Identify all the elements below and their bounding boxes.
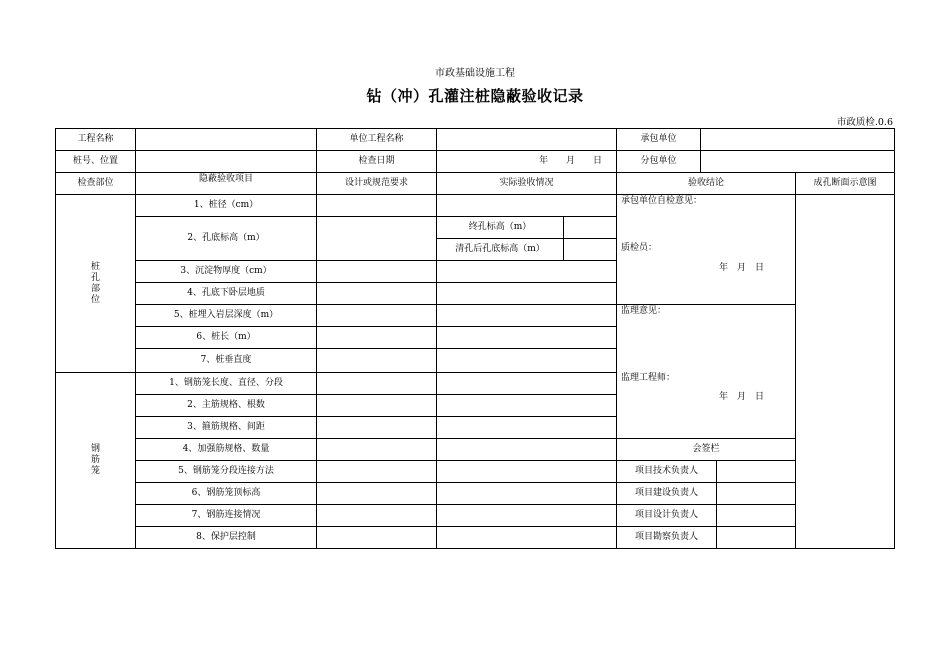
cage-item-6-design[interactable] <box>316 482 437 505</box>
self-check-label: 承包单位自检意见： <box>621 196 703 206</box>
cage-item-2-design[interactable] <box>316 394 437 417</box>
supertitle: 市政基础设施工程 <box>435 68 515 79</box>
group-cage <box>55 372 136 549</box>
cage-item-2-actual[interactable] <box>436 394 617 417</box>
supervision-date: 年 月 日 <box>719 392 765 402</box>
cage-item-7: 7、钢筋连接情况 <box>135 504 317 527</box>
countersign-role-1: 项目技术负责人 <box>616 460 717 483</box>
hole-item-4-design[interactable] <box>316 282 437 305</box>
document-title: 钻（冲）孔灌注桩隐蔽验收记录 <box>366 87 584 105</box>
hole-item-6-actual[interactable] <box>436 326 617 349</box>
hole-item-4-actual[interactable] <box>436 282 617 305</box>
hole-item-2-design[interactable] <box>316 216 437 261</box>
cage-item-8: 8、保护层控制 <box>135 526 317 549</box>
group-hole <box>55 194 136 373</box>
hole-cleaned-elevation-label: 清孔后孔底标高（m） <box>436 238 564 261</box>
cage-item-1-actual[interactable] <box>436 372 617 395</box>
cage-item-4: 4、加强筋规格、数量 <box>135 438 317 461</box>
cage-item-3-design[interactable] <box>316 416 437 439</box>
contractor-label: 承包单位 <box>616 128 701 151</box>
cage-item-8-design[interactable] <box>316 526 437 549</box>
cage-item-4-design[interactable] <box>316 438 437 461</box>
check-date-value[interactable] <box>436 150 617 173</box>
col-header-sketch: 成孔断面示意图 <box>795 172 895 195</box>
countersign-title: 会签栏 <box>616 438 796 461</box>
hole-item-7-actual[interactable] <box>436 348 617 373</box>
check-date-label: 检查日期 <box>316 150 437 173</box>
cage-item-4-actual[interactable] <box>436 438 617 461</box>
subcontractor-label: 分包单位 <box>616 150 701 173</box>
hole-item-3: 3、沉淀物厚度（cm） <box>135 260 317 283</box>
self-check-date: 年 月 日 <box>719 263 765 273</box>
countersign-sign-4[interactable] <box>716 526 796 549</box>
cage-item-2: 2、主筋规格、根数 <box>135 394 317 417</box>
hole-cleaned-elevation-value[interactable] <box>563 238 617 261</box>
col-header-actual: 实际验收情况 <box>436 172 617 195</box>
cage-item-6-actual[interactable] <box>436 482 617 505</box>
countersign-role-4: 项目勘察负责人 <box>616 526 717 549</box>
hole-final-elevation-value[interactable] <box>563 216 617 239</box>
hole-item-3-design[interactable] <box>316 260 437 283</box>
countersign-sign-2[interactable] <box>716 482 796 505</box>
cage-item-5: 5、钢筋笼分段连接方法 <box>135 460 317 483</box>
subcontractor-value[interactable] <box>700 150 895 173</box>
engineer-label: 监理工程师： <box>621 373 676 383</box>
col-header-design: 设计或规范要求 <box>316 172 437 195</box>
group-cage-label: 钢筋笼 <box>90 444 100 476</box>
group-hole-label: 桩孔部位 <box>90 261 100 305</box>
supervision-box[interactable] <box>616 304 796 439</box>
hole-item-7: 7、桩垂直度 <box>135 348 317 373</box>
contractor-value[interactable] <box>700 128 895 151</box>
cage-item-6: 6、钢筋笼顶标高 <box>135 482 317 505</box>
hole-item-1: 1、桩径（cm） <box>135 194 317 217</box>
hole-item-2: 2、孔底标高（m） <box>135 216 317 261</box>
hole-final-elevation-label: 终孔标高（m） <box>436 216 564 239</box>
countersign-sign-1[interactable] <box>716 460 796 483</box>
project-name-label: 工程名称 <box>55 128 136 151</box>
cage-item-1: 1、钢筋笼长度、直径、分段 <box>135 372 317 395</box>
check-date-text: 年 月 日 <box>538 156 602 167</box>
cage-item-8-actual[interactable] <box>436 526 617 549</box>
hole-item-7-design[interactable] <box>316 348 437 373</box>
cage-item-7-design[interactable] <box>316 504 437 527</box>
unit-project-label: 单位工程名称 <box>316 128 437 151</box>
col-header-item: 隐蔽验收项目 <box>135 172 317 195</box>
hole-item-3-actual[interactable] <box>436 260 617 283</box>
cage-item-3-actual[interactable] <box>436 416 617 439</box>
hole-item-6: 6、桩长（m） <box>135 326 317 349</box>
supervision-label: 监理意见： <box>621 306 667 316</box>
hole-item-5-design[interactable] <box>316 304 437 327</box>
project-name-value[interactable] <box>135 128 317 151</box>
col-header-conclusion: 验收结论 <box>616 172 796 195</box>
cage-item-5-design[interactable] <box>316 460 437 483</box>
hole-item-5-actual[interactable] <box>436 304 617 327</box>
self-check-box[interactable] <box>616 194 796 305</box>
form-code: 市政质检.0.6 <box>836 117 893 128</box>
cage-item-1-design[interactable] <box>316 372 437 395</box>
unit-project-value[interactable] <box>436 128 617 151</box>
col-header-part: 检查部位 <box>55 172 136 195</box>
hole-item-5: 5、桩埋入岩层深度（m） <box>135 304 317 327</box>
countersign-role-3: 项目设计负责人 <box>616 504 717 527</box>
pile-position-value[interactable] <box>135 150 317 173</box>
inspector-label: 质检员： <box>621 243 658 253</box>
cage-item-3: 3、箍筋规格、间距 <box>135 416 317 439</box>
pile-position-label: 桩号、位置 <box>55 150 136 173</box>
cage-item-5-actual[interactable] <box>436 460 617 483</box>
cage-item-7-actual[interactable] <box>436 504 617 527</box>
hole-item-1-actual[interactable] <box>436 194 617 217</box>
sketch-area[interactable] <box>795 194 895 549</box>
hole-item-1-design[interactable] <box>316 194 437 217</box>
countersign-role-2: 项目建设负责人 <box>616 482 717 505</box>
hole-item-6-design[interactable] <box>316 326 437 349</box>
hole-item-4: 4、孔底下卧层地质 <box>135 282 317 305</box>
countersign-sign-3[interactable] <box>716 504 796 527</box>
